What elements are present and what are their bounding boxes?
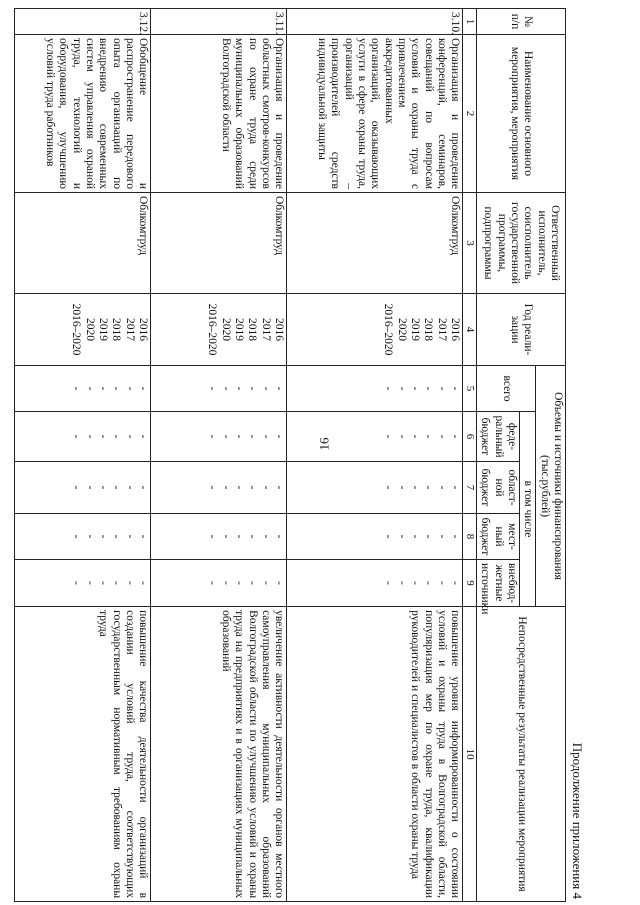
funding-value: - (206, 534, 219, 539)
total-values (287, 366, 463, 412)
total-values (151, 366, 287, 412)
expected-result: повышение уровня информированности о состоянии условий и охраны труда в Волгоградской области, популяризация мер по охране труда, квалификации руководителей и специалистов в области охраны труда (287, 607, 463, 902)
column-number: 3 (463, 193, 477, 294)
federal-values (15, 412, 151, 462)
activity-name: Обобщение и распространение передового опыта организаций по внедрению современных систем управления охраной труда, технологий и оборудования, улучшению условий труда работников (15, 35, 151, 193)
funding-value: - (97, 581, 110, 585)
row-number: 3.10. (287, 9, 463, 35)
funding-value: - (123, 386, 136, 391)
funding-value: - (123, 434, 136, 439)
funding-value: - (137, 534, 150, 539)
activities-table (14, 8, 566, 902)
header-results: Непосредственные результаты реализации мероприятия (477, 607, 566, 902)
funding-value: - (137, 485, 150, 490)
funding-value: - (382, 386, 395, 391)
funding-value: - (233, 386, 246, 391)
local-values (287, 514, 463, 560)
funding-value: - (123, 534, 136, 539)
year-value: 2019 (233, 318, 246, 341)
funding-value: - (137, 581, 150, 585)
header-regional: област-ной бюджет (477, 462, 520, 514)
rotated-page-content (25, 8, 585, 903)
funding-value: - (137, 386, 150, 391)
funding-value: - (395, 434, 408, 439)
funding-value: - (409, 386, 422, 391)
funding-value: - (70, 434, 83, 439)
header-extrabudget: внебюд-жетные источники (477, 560, 520, 607)
funding-value: - (137, 434, 150, 439)
header-name: Наименование основного мероприятия, мероприятия (477, 35, 566, 193)
funding-value: - (422, 386, 435, 391)
funding-value: - (70, 386, 83, 391)
funding-value: - (382, 485, 395, 490)
year-value: 2016–2020 (70, 303, 83, 356)
funding-value: - (233, 434, 246, 439)
regional-values (287, 462, 463, 514)
year-value: 2016 (449, 318, 462, 341)
activity-name: Организация и проведение конференций, семинаров, совещаний по вопросам условий и охраны труда с привлечением аккредитованных организаций, оказывающих услуги в сфере охраны труда, организаций – производителей средств индивидуальной защиты (287, 35, 463, 193)
funding-value: - (449, 485, 462, 490)
funding-value: - (409, 485, 422, 490)
header-responsible: Ответственный исполнитель, соисполнитель государственной программы, подпрограммы (477, 193, 566, 294)
funding-value: - (206, 434, 219, 439)
funding-value: - (97, 534, 110, 539)
funding-value: - (110, 434, 123, 439)
funding-value: - (110, 485, 123, 490)
extrabudget-values (151, 560, 287, 607)
funding-value: - (395, 386, 408, 391)
year-value: 2017 (123, 318, 136, 341)
funding-value: - (273, 386, 286, 391)
extrabudget-values (15, 560, 151, 607)
header-including: в том числе (520, 412, 536, 607)
responsible-executor: Облкомтруд (287, 193, 463, 294)
funding-value: - (395, 485, 408, 490)
funding-value: - (219, 434, 232, 439)
table-row (287, 9, 463, 902)
funding-value: - (435, 485, 448, 490)
funding-value: - (449, 434, 462, 439)
year-value: 2016 (273, 318, 286, 341)
funding-value: - (422, 434, 435, 439)
funding-value: - (422, 485, 435, 490)
total-values (15, 366, 151, 412)
regional-values (151, 462, 287, 514)
funding-value: - (206, 581, 219, 585)
year-value: 2018 (110, 318, 123, 341)
funding-value: - (395, 534, 408, 539)
implementation-years (151, 294, 287, 366)
funding-value: - (246, 386, 259, 391)
funding-value: - (435, 581, 448, 585)
appendix-caption: Продолжение приложения 4 (570, 742, 585, 899)
year-value: 2020 (83, 318, 96, 341)
year-value: 2019 (97, 318, 110, 341)
column-number: 1 (463, 9, 477, 35)
column-number: 6 (463, 412, 477, 462)
federal-values (151, 412, 287, 462)
year-value: 2017 (259, 318, 272, 341)
column-number: 5 (463, 366, 477, 412)
year-value: 2016–2020 (382, 303, 395, 356)
local-values (151, 514, 287, 560)
year-value: 2019 (409, 318, 422, 341)
column-number: 10 (463, 607, 477, 902)
column-number: 4 (463, 294, 477, 366)
funding-value: - (246, 534, 259, 539)
expected-result: увеличение активности деятельности органов местного самоуправления муниципальных образований Волгоградской области по улучшению условий и охраны труда на предприятиях и в организациях муниципальных образований (151, 607, 287, 902)
funding-value: - (273, 534, 286, 539)
funding-value: - (83, 485, 96, 490)
year-value: 2017 (435, 318, 448, 341)
funding-value: - (273, 485, 286, 490)
funding-value: - (246, 485, 259, 490)
funding-value: - (110, 386, 123, 391)
funding-value: - (259, 485, 272, 490)
column-number: 9 (463, 560, 477, 607)
responsible-executor: Облкомтруд (15, 193, 151, 294)
funding-value: - (273, 434, 286, 439)
regional-values (15, 462, 151, 514)
column-number: 7 (463, 462, 477, 514)
funding-value: - (110, 534, 123, 539)
header-year: Год реали-зации (477, 294, 566, 366)
funding-value: - (233, 534, 246, 539)
funding-value: - (219, 534, 232, 539)
funding-value: - (259, 534, 272, 539)
row-number: 3.11. (151, 9, 287, 35)
year-value: 2020 (395, 318, 408, 341)
header-num: № п/п (477, 9, 566, 35)
column-numbers-row (463, 9, 477, 902)
year-value: 2016–2020 (206, 303, 219, 356)
funding-value: - (70, 581, 83, 585)
funding-value: - (219, 581, 232, 585)
extrabudget-values (287, 560, 463, 607)
responsible-executor: Облкомтруд (151, 193, 287, 294)
funding-value: - (97, 434, 110, 439)
funding-value: - (422, 581, 435, 585)
funding-value: - (233, 485, 246, 490)
implementation-years (287, 294, 463, 366)
funding-value: - (97, 386, 110, 391)
funding-value: - (123, 485, 136, 490)
funding-value: - (97, 485, 110, 490)
funding-value: - (259, 386, 272, 391)
funding-value: - (206, 386, 219, 391)
page-number: 16 (316, 437, 332, 451)
funding-value: - (70, 534, 83, 539)
funding-value: - (449, 581, 462, 585)
funding-value: - (382, 581, 395, 585)
funding-value: - (219, 386, 232, 391)
funding-value: - (259, 581, 272, 585)
header-federal: феде-ральный бюджет (477, 412, 520, 462)
table-row (151, 9, 287, 902)
funding-value: - (435, 386, 448, 391)
year-value: 2016 (137, 318, 150, 341)
funding-value: - (435, 534, 448, 539)
funding-value: - (409, 581, 422, 585)
funding-value: - (382, 434, 395, 439)
funding-value: - (83, 581, 96, 585)
funding-value: - (246, 581, 259, 585)
funding-value: - (206, 485, 219, 490)
header-local: мест-ный бюджет (477, 514, 520, 560)
funding-value: - (246, 434, 259, 439)
funding-value: - (409, 434, 422, 439)
funding-value: - (83, 434, 96, 439)
row-number: 3.12. (15, 9, 151, 35)
header-volumes: Объемы и источники финансирования (тыс.рублей) (536, 366, 566, 607)
column-number: 2 (463, 35, 477, 193)
funding-value: - (219, 485, 232, 490)
funding-value: - (409, 534, 422, 539)
year-value: 2018 (246, 318, 259, 341)
year-value: 2018 (422, 318, 435, 341)
funding-value: - (70, 485, 83, 490)
funding-value: - (233, 581, 246, 585)
table-row (15, 9, 151, 902)
funding-value: - (395, 581, 408, 585)
funding-value: - (259, 434, 272, 439)
expected-result: повышение качества деятельности организаций в создании условий труда, соответствующих государственным нормативным требованиям охраны труда (15, 607, 151, 902)
funding-value: - (273, 581, 286, 585)
funding-value: - (83, 386, 96, 391)
activity-name: Организация и проведение областных смотров-конкурсов по охране труда среди муниципальных образований Волгоградской области (151, 35, 287, 193)
funding-value: - (449, 386, 462, 391)
funding-value: - (449, 534, 462, 539)
federal-values (287, 412, 463, 462)
funding-value: - (110, 581, 123, 585)
funding-value: - (83, 534, 96, 539)
funding-value: - (382, 534, 395, 539)
funding-value: - (123, 581, 136, 585)
implementation-years (15, 294, 151, 366)
year-value: 2020 (219, 318, 232, 341)
local-values (15, 514, 151, 560)
funding-value: - (422, 534, 435, 539)
column-number: 8 (463, 514, 477, 560)
header-total: всего (477, 366, 536, 412)
funding-value: - (435, 434, 448, 439)
